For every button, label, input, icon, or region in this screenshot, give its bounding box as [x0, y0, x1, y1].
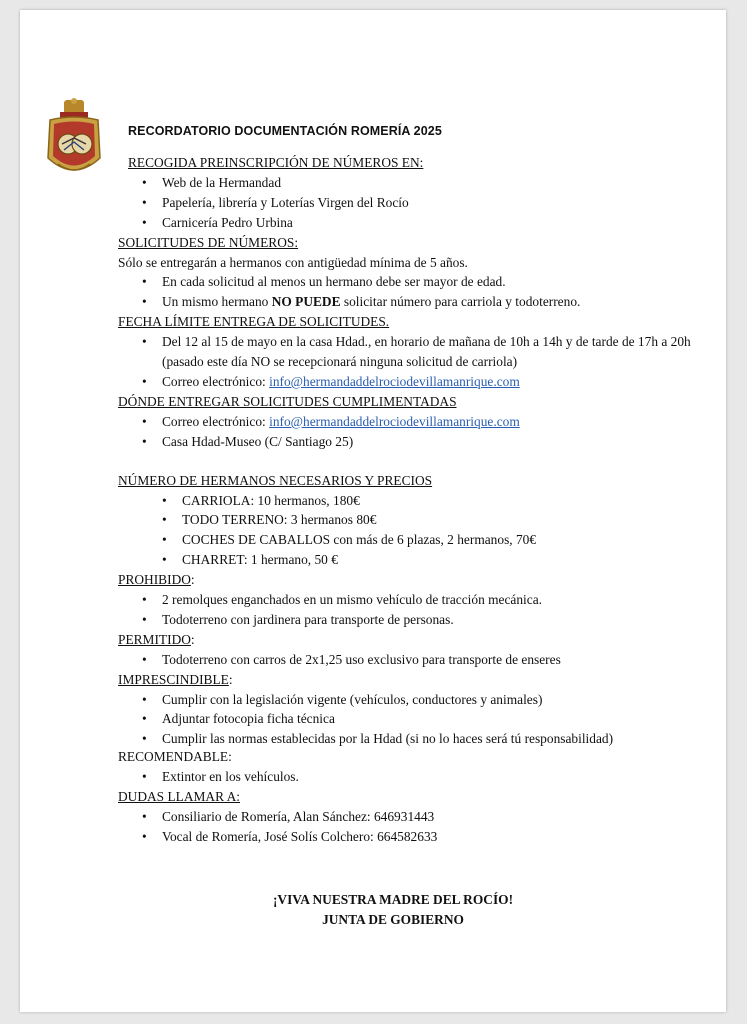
list-item — [142, 292, 708, 312]
list-item — [142, 412, 708, 432]
heading-colon: : — [190, 572, 195, 588]
email-link[interactable]: info@hermandaddelrociodevillamanrique.com — [269, 373, 520, 389]
list-permitido — [118, 650, 708, 670]
heading-recogida: RECOGIDA PREINSCRIPCIÓN DE NÚMEROS EN: — [128, 155, 424, 170]
list-prohibido — [118, 590, 708, 630]
heading-prohibido-row — [118, 570, 708, 590]
list-item: • Adjuntar fotocopia ficha técnica — [142, 709, 708, 729]
heading-prohibido: PROHIBIDO — [118, 572, 191, 588]
heading-permitido-row — [118, 630, 708, 650]
heading-precios: NÚMERO DE HERMANOS NECESARIOS Y PRECIOS — [118, 472, 433, 488]
heading-permitido: PERMITIDO — [118, 631, 191, 647]
email-label: Correo electrónico: — [162, 413, 270, 429]
heading-colon: : — [190, 631, 195, 647]
list-item: • 2 remolques enganchados en un mismo vehículo de tracción mecánica. — [142, 590, 708, 610]
list-recogida — [118, 173, 708, 233]
heading-recomendable: RECOMENDABLE: — [118, 749, 232, 765]
list-item: • Carnicería Pedro Urbina — [142, 213, 708, 233]
list-item: • Del 12 al 15 de mayo en la casa Hdad., en horario de mañana de 10h a 14h y de tarde de 17h a 20h (pasado este día NO se recepcionará ninguna solicitud de carriola) — [142, 332, 708, 372]
item-text: Un mismo hermano — [162, 294, 272, 310]
list-dudas — [118, 807, 708, 847]
solicitudes-intro: Sólo se entregarán a hermanos con antigüedad mínima de 5 años. — [118, 254, 468, 270]
list-item: • Extintor en los vehículos. — [142, 767, 708, 787]
heading-colon: : — [228, 671, 233, 687]
heading-solicitudes: SOLICITUDES DE NÚMEROS: — [118, 234, 299, 250]
email-label: Correo electrónico: — [162, 373, 270, 389]
document-title: RECORDATORIO DOCUMENTACIÓN ROMERÍA 2025 — [128, 124, 442, 138]
list-item: • COCHES DE CABALLOS con más de 6 plazas, 2 hermanos, 70€ — [162, 530, 708, 550]
document-footer — [20, 890, 726, 930]
list-solicitudes — [118, 272, 708, 312]
item-text: solicitar número para carriola y todoterreno. — [340, 294, 581, 310]
list-donde — [118, 412, 708, 452]
hermandad-crest-icon — [44, 98, 104, 182]
list-fecha — [118, 332, 708, 392]
list-precios — [118, 491, 708, 571]
list-item: • Vocal de Romería, José Solís Colchero: 664582633 — [142, 827, 708, 847]
list-imprescindible — [118, 690, 708, 748]
document-body — [118, 153, 708, 847]
list-item: • Casa Hdad-Museo (C/ Santiago 25) — [142, 432, 708, 452]
list-item — [142, 372, 708, 392]
list-item: • Papelería, librería y Loterías Virgen del Rocío — [142, 193, 708, 213]
list-item: • Consiliario de Romería, Alan Sánchez: 646931443 — [142, 807, 708, 827]
email-link[interactable]: info@hermandaddelrociodevillamanrique.com — [269, 413, 520, 429]
heading-dudas: DUDAS LLAMAR A: — [118, 789, 241, 805]
list-item: • Cumplir las normas establecidas por la Hdad (si no lo haces será tú responsabilidad) — [142, 731, 708, 747]
list-item: • Todoterreno con jardinera para transporte de personas. — [142, 610, 708, 630]
heading-fecha: FECHA LÍMITE ENTREGA DE SOLICITUDES. — [118, 314, 390, 330]
spacer — [118, 452, 708, 471]
footer-line-1: ¡VIVA NUESTRA MADRE DEL ROCÍO! — [272, 892, 514, 907]
emphasis-text: NO PUEDE — [271, 294, 341, 310]
list-item: • En cada solicitud al menos un hermano debe ser mayor de edad. — [142, 272, 708, 292]
heading-imprescindible-row — [118, 670, 708, 690]
list-item: • CARRIOLA: 10 hermanos, 180€ — [162, 491, 708, 511]
heading-imprescindible: IMPRESCINDIBLE — [118, 671, 229, 687]
document-page — [20, 10, 726, 1012]
footer-line-2: JUNTA DE GOBIERNO — [322, 912, 464, 927]
list-item: • TODO TERRENO: 3 hermanos 80€ — [162, 510, 708, 530]
list-item: • Cumplir con la legislación vigente (vehículos, conductores y animales) — [142, 690, 708, 710]
list-recomendable — [118, 767, 708, 787]
list-item: • Web de la Hermandad — [142, 173, 708, 193]
list-item: • Todoterreno con carros de 2x1,25 uso exclusivo para transporte de enseres — [142, 650, 708, 670]
heading-donde: DÓNDE ENTREGAR SOLICITUDES CUMPLIMENTADAS — [118, 393, 457, 409]
list-item: • CHARRET: 1 hermano, 50 € — [162, 550, 708, 570]
